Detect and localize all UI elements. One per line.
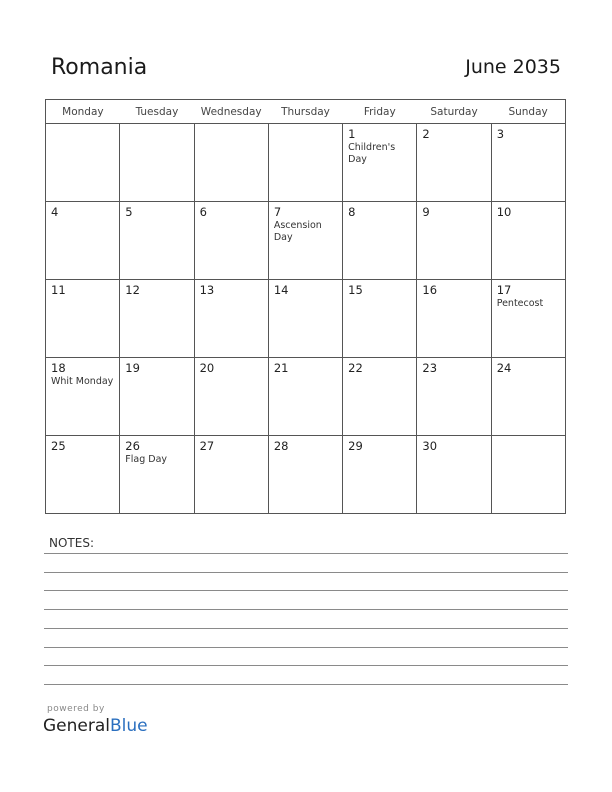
day-cell — [120, 436, 194, 514]
note-line — [44, 572, 568, 573]
note-line — [44, 590, 568, 591]
holiday-label: Children's Day — [348, 142, 396, 165]
weekday-header: Monday — [46, 100, 120, 124]
day-cell — [46, 280, 120, 358]
weekday-header: Thursday — [268, 100, 342, 124]
day-cell — [268, 202, 342, 280]
day-number: 23 — [422, 361, 438, 375]
day-cell — [268, 124, 342, 202]
day-cell — [194, 436, 268, 514]
day-number: 8 — [348, 205, 356, 219]
weekday-header: Wednesday — [194, 100, 268, 124]
day-number: 22 — [348, 361, 363, 375]
day-cell — [343, 124, 417, 202]
note-line — [44, 609, 568, 610]
day-cell — [268, 358, 342, 436]
month-year-title: June 2035 — [465, 56, 561, 78]
week-row — [46, 436, 566, 514]
weekday-header: Saturday — [417, 100, 491, 124]
day-cell — [491, 124, 565, 202]
logo-blue-text: Blue — [110, 716, 148, 736]
day-number: 19 — [125, 361, 140, 375]
day-number: 15 — [348, 283, 363, 297]
day-number: 25 — [51, 439, 66, 453]
day-number: 16 — [422, 283, 438, 297]
day-cell — [46, 436, 120, 514]
day-cell — [343, 280, 417, 358]
day-number: 5 — [125, 205, 133, 219]
day-number: 3 — [496, 127, 505, 141]
weekday-header-row — [46, 100, 566, 124]
generalblue-logo — [43, 716, 148, 736]
notes-label: NOTES: — [49, 536, 94, 550]
day-number: 18 — [51, 361, 66, 375]
day-cell — [120, 202, 194, 280]
day-cell — [417, 124, 491, 202]
note-line — [44, 628, 568, 629]
day-cell — [46, 202, 120, 280]
day-cell — [417, 436, 491, 514]
day-number: 30 — [422, 439, 438, 453]
day-cell — [491, 358, 565, 436]
day-number: 28 — [273, 439, 289, 453]
holiday-label: Ascension Day — [273, 220, 322, 243]
day-cell — [120, 124, 194, 202]
day-number: 6 — [199, 205, 207, 219]
holiday-label: Pentecost — [496, 298, 544, 309]
week-row — [46, 202, 566, 280]
week-row — [46, 358, 566, 436]
day-number: 21 — [273, 361, 289, 375]
weekday-header: Sunday — [491, 100, 565, 124]
day-number: 11 — [51, 283, 66, 297]
day-number: 29 — [348, 439, 363, 453]
day-cell — [194, 358, 268, 436]
day-number: 26 — [125, 439, 140, 453]
note-line — [44, 665, 568, 666]
note-line — [44, 553, 568, 554]
holiday-label: Whit Monday — [51, 376, 114, 387]
day-cell — [417, 202, 491, 280]
day-cell — [491, 202, 565, 280]
powered-by-text: powered by — [47, 704, 105, 714]
calendar-grid — [45, 99, 566, 514]
logo-general-text: General — [43, 716, 110, 736]
day-number: 7 — [273, 205, 282, 219]
day-cell — [491, 280, 565, 358]
day-number: 2 — [422, 127, 430, 141]
day-cell — [268, 280, 342, 358]
day-number: 24 — [496, 361, 512, 375]
holiday-label: Flag Day — [125, 454, 168, 465]
day-cell — [417, 280, 491, 358]
day-cell — [491, 436, 565, 514]
day-cell — [343, 358, 417, 436]
note-line — [44, 684, 568, 685]
day-cell — [343, 436, 417, 514]
day-number: 12 — [125, 283, 140, 297]
day-cell — [194, 124, 268, 202]
day-cell — [268, 436, 342, 514]
day-number: 17 — [496, 283, 512, 297]
day-cell — [46, 358, 120, 436]
day-cell — [194, 202, 268, 280]
day-number: 9 — [422, 205, 430, 219]
week-row — [46, 124, 566, 202]
weekday-header: Friday — [343, 100, 417, 124]
week-row — [46, 280, 566, 358]
day-number: 27 — [199, 439, 215, 453]
day-number: 1 — [348, 127, 356, 141]
day-cell — [343, 202, 417, 280]
day-cell — [46, 124, 120, 202]
day-number: 14 — [273, 283, 289, 297]
day-cell — [417, 358, 491, 436]
day-number: 20 — [199, 361, 215, 375]
day-number: 13 — [199, 283, 215, 297]
weekday-header: Tuesday — [120, 100, 194, 124]
day-cell — [194, 280, 268, 358]
day-cell — [120, 280, 194, 358]
day-cell — [120, 358, 194, 436]
day-number: 4 — [51, 205, 59, 219]
country-title: Romania — [51, 55, 148, 80]
note-line — [44, 647, 568, 648]
day-number: 10 — [496, 205, 512, 219]
